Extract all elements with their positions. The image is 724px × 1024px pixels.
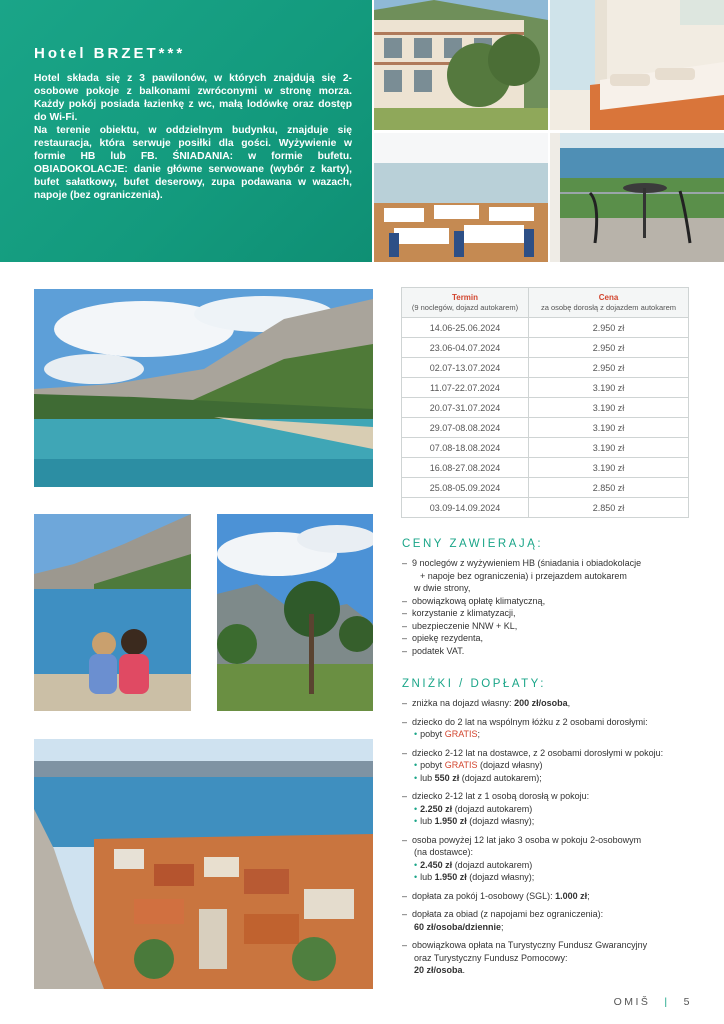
table-row <box>402 498 689 518</box>
bullet-text: lub <box>420 816 435 826</box>
term-cell: 23.06-04.07.2024 <box>402 338 529 358</box>
price-cell: 3.190 zł <box>529 378 689 398</box>
bullet-text: lub <box>420 872 435 882</box>
discount-text: dziecko 2-12 lat z 1 osobą dorosłą w pokoju: <box>412 791 590 801</box>
price-column-header <box>529 288 689 318</box>
discount-text: dopłata za pokój 1-osobowy (SGL): <box>412 890 556 901</box>
bullet-text: (dojazd autokarem) <box>452 859 533 870</box>
hotel-description-p2: Na terenie obiektu, w oddzielnym budynku, znajduje się restauracja, która serwuje posiłki dla gości. Wyżywienie w formie HB lub FB. ŚNIADANIA: w formie bufetu. OBIADOKOLACJE: danie główne serwowane (wybór z karty), bufet sałatkowy, bufet deserowy, zupa podawana w wazach, napoje (bez ograniczenia). <box>34 125 352 201</box>
page-footer <box>614 996 692 1008</box>
term-column-header <box>402 288 529 318</box>
price-cell: 3.190 zł <box>529 418 689 438</box>
discount-text: zniżka na dojazd własny: <box>412 698 515 708</box>
gratis-label: GRATIS <box>444 729 478 739</box>
bullet-text: (dojazd autokarem); <box>459 772 542 783</box>
list-item <box>402 890 702 903</box>
discount-text: dopłata za obiad (z napojami bez ograniczenia): <box>412 909 604 919</box>
include-line: + napoje bez ograniczenia) i przejazdem autokarem <box>420 570 627 581</box>
discount-amount: 20 zł/osoba <box>414 965 463 975</box>
discount-bullet <box>412 859 702 872</box>
page-number: 5 <box>683 996 692 1008</box>
list-item: – opiekę rezydenta, <box>402 632 702 645</box>
price-cell: 2.850 zł <box>529 498 689 518</box>
price-cell: 3.190 zł <box>529 398 689 418</box>
term-cell: 20.07-31.07.2024 <box>402 398 529 418</box>
table-row <box>402 478 689 498</box>
price-cell: 2.950 zł <box>529 318 689 338</box>
list-item <box>402 697 702 710</box>
price-table-header <box>402 288 689 318</box>
list-item <box>402 939 702 977</box>
price-cell: 2.850 zł <box>529 478 689 498</box>
discounts-heading: ZNIŻKI / DOPŁATY: <box>402 678 546 690</box>
bullet-text: (dojazd własny) <box>477 760 543 770</box>
term-header-sub: (9 noclegów, dojazd autokarem) <box>411 302 519 312</box>
table-row <box>402 398 689 418</box>
bullet-text: ; <box>477 729 481 739</box>
hotel-title: Hotel BRZET*** <box>34 45 186 62</box>
term-cell: 02.07-13.07.2024 <box>402 358 529 378</box>
include-line: w dwie strony, <box>414 583 471 593</box>
bullet-text: (dojazd autokarem) <box>452 803 533 814</box>
omis-town-aerial-photo <box>34 739 373 989</box>
discount-punct: ; <box>587 890 590 901</box>
discount-amount: 1.000 zł <box>555 890 588 901</box>
term-header-title: Termin <box>451 292 479 302</box>
discount-text: obowiązkowa opłata na Turystyczny Fundusz Gwarancyjny <box>412 940 648 950</box>
hotel-description <box>34 72 352 202</box>
list-item <box>402 557 702 595</box>
children-beach-photo <box>34 514 191 711</box>
hotel-header-panel <box>0 0 372 262</box>
discount-bullet <box>412 803 702 816</box>
term-cell: 11.07-22.07.2024 <box>402 378 529 398</box>
list-item <box>402 716 702 741</box>
hotel-exterior-photo <box>374 0 548 130</box>
bullet-text: pobyt <box>420 729 445 739</box>
list-item <box>402 834 702 884</box>
discount-punct: ; <box>501 921 504 932</box>
footer-separator: | <box>664 996 670 1008</box>
term-cell: 07.08-18.08.2024 <box>402 438 529 458</box>
includes-list <box>402 557 702 657</box>
discount-amount: 200 zł/osoba <box>514 698 568 708</box>
table-row <box>402 438 689 458</box>
list-item <box>402 790 702 828</box>
hotel-room-photo <box>550 0 724 130</box>
table-row <box>402 458 689 478</box>
list-item: – obowiązkową opłatę klimatyczną, <box>402 595 702 608</box>
balcony-sea-photo <box>550 133 724 262</box>
discount-amount: 2.250 zł <box>420 803 453 814</box>
table-row <box>402 318 689 338</box>
discount-bullet <box>412 871 702 884</box>
price-header-title: Cena <box>598 292 619 302</box>
discount-text: dziecko do 2 lat na wspólnym łóżku z 2 osobami dorosłymi: <box>412 716 648 727</box>
footer-location: OMIŠ <box>613 996 651 1008</box>
include-line: 9 noclegów z wyżywieniem HB (śniadania i obiadokolacje <box>412 558 642 568</box>
bullet-text: (dojazd własny); <box>466 816 535 826</box>
term-cell: 25.08-05.09.2024 <box>402 478 529 498</box>
list-item: – korzystanie z klimatyzacji, <box>402 607 702 620</box>
gratis-label: GRATIS <box>444 760 478 770</box>
discount-amount: 2.450 zł <box>420 859 453 870</box>
table-row <box>402 378 689 398</box>
discount-bullet <box>412 772 702 785</box>
bullet-text: (dojazd własny); <box>466 872 535 882</box>
beach-mountain-photo <box>34 289 373 487</box>
term-cell: 14.06-25.06.2024 <box>402 318 529 338</box>
price-table <box>401 287 689 518</box>
discount-amount: 60 zł/osoba/dziennie <box>414 921 502 932</box>
table-row <box>402 338 689 358</box>
discount-bullet <box>412 815 702 828</box>
discount-bullet <box>412 759 702 772</box>
list-item: – ubezpieczenie NNW + KL, <box>402 620 702 633</box>
bullet-text: lub <box>420 772 435 783</box>
price-header-sub: za osobę dorosłą z dojazdem autokarem <box>540 302 677 312</box>
discounts-list <box>402 697 702 977</box>
restaurant-photo <box>374 133 548 262</box>
price-cell: 3.190 zł <box>529 458 689 478</box>
hotel-description-p1: Hotel składa się z 3 pawilonów, w których znajdują się 2-osobowe pokoje z balkonami zwróconymi w stronę morza. Każdy pokój posiada łazienkę z wc, małą lodówkę oraz dostęp do Wi-Fi. <box>34 73 352 123</box>
discount-bullet <box>412 728 702 741</box>
price-cell: 3.190 zł <box>529 438 689 458</box>
discount-punct: . <box>462 965 466 975</box>
term-cell: 16.08-27.08.2024 <box>402 458 529 478</box>
term-cell: 29.07-08.08.2024 <box>402 418 529 438</box>
discount-amount: 550 zł <box>434 772 460 783</box>
table-row <box>402 358 689 378</box>
discount-text: oraz Turystyczny Fundusz Pomocowy: <box>414 952 568 963</box>
discount-text: osoba powyżej 12 lat jako 3 osoba w pokoju 2-osobowym <box>412 834 642 845</box>
discount-text: (na dostawce): <box>414 847 474 857</box>
discount-amount: 1.950 zł <box>434 872 467 882</box>
list-item: – podatek VAT. <box>402 645 702 658</box>
price-cell: 2.950 zł <box>529 358 689 378</box>
includes-heading: CENY ZAWIERAJĄ: <box>402 538 544 550</box>
list-item <box>402 908 702 933</box>
discount-amount: 1.950 zł <box>434 816 467 826</box>
table-row <box>402 418 689 438</box>
price-cell: 2.950 zł <box>529 338 689 358</box>
bullet-text: pobyt <box>420 760 445 770</box>
list-item <box>402 747 702 785</box>
term-cell: 03.09-14.09.2024 <box>402 498 529 518</box>
discount-punct: , <box>567 698 571 708</box>
discount-text: dziecko 2-12 lat na dostawce, z 2 osobami dorosłymi w pokoju: <box>412 747 664 758</box>
pine-trees-mountain-photo <box>217 514 373 711</box>
